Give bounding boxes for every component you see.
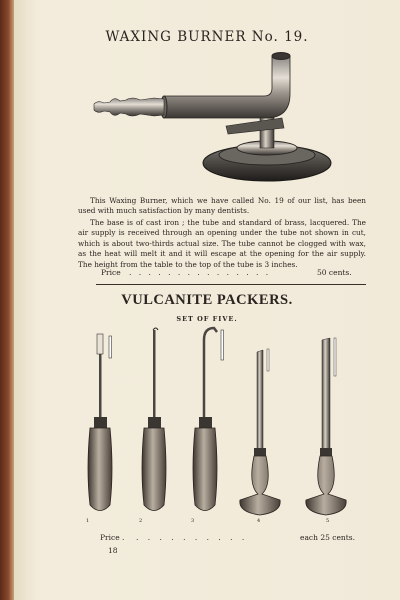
burner-price-value: 50 cents. — [317, 268, 352, 277]
price-leader-dots: . . . . . . . . . . . . . . . — [129, 268, 271, 277]
page-number: 18 — [108, 546, 118, 555]
burner-description-intro: This Waxing Burner, which we have called No. 19 of our list, has been used with much satisfaction by many dentists. — [78, 196, 366, 216]
burner-price-label: Price — [101, 268, 121, 277]
packers-price-value: each 25 cents. — [300, 533, 355, 542]
packers-heading: VULCANITE PACKERS. — [121, 292, 293, 308]
packer-number: 5 — [326, 518, 330, 524]
packers-subheading: SET OF FIVE. — [176, 315, 238, 323]
packer-number: 2 — [139, 518, 143, 524]
catalog-page — [14, 0, 400, 600]
packer-number: 4 — [257, 518, 261, 524]
burner-description-detail: The base is of cast iron ; the tube and standard of brass, lacquered. The air supply is received through an opening under the tube not shown in cut, which is about two-thirds actual size. The tube cannot be clogged with wax, as the heat will melt it and it will escape at the opening for the air supply. The height from the table to the top of the tube is 3 inches. — [78, 218, 366, 269]
page-heading: WAXING BURNER No. 19. — [105, 29, 309, 45]
packer-number: 1 — [86, 518, 90, 524]
packers-price-label: Price . — [100, 533, 125, 542]
packer-number: 3 — [191, 518, 195, 524]
price-leader-dots: . . . . . . . . . . — [136, 533, 248, 542]
section-divider — [96, 284, 366, 285]
book-spine-edge — [0, 0, 14, 600]
